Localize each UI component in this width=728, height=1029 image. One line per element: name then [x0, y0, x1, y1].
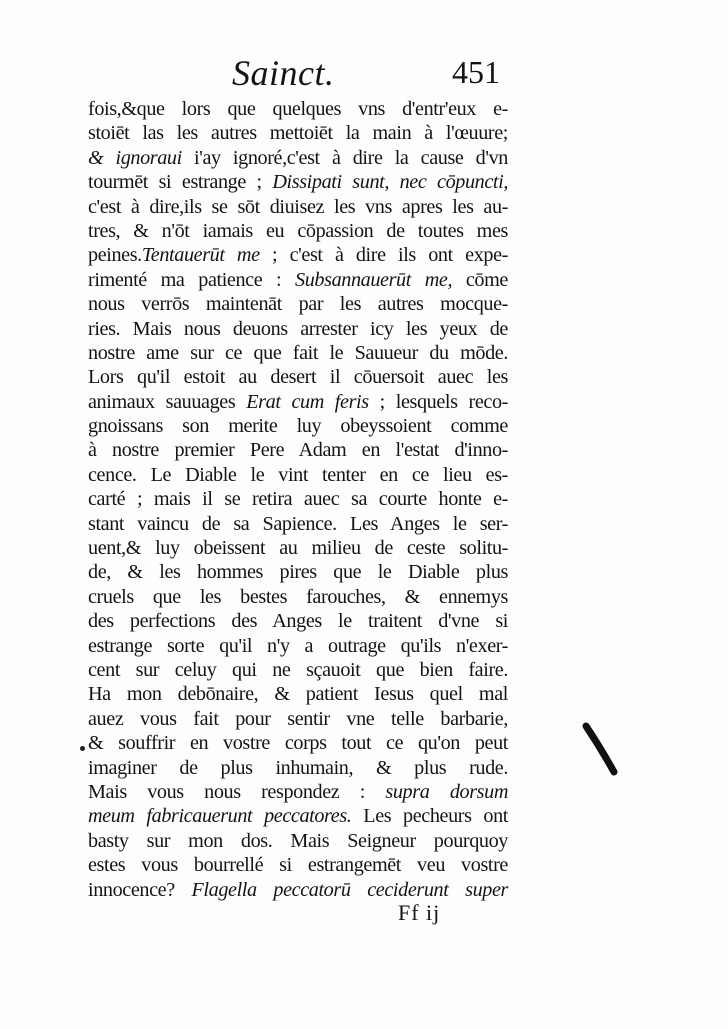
text-line: à nostre premier Pere Adam en l'estat d'inno- — [88, 439, 508, 462]
text-line: stant vaincu de sa Sapience. Les Anges le ser- — [88, 512, 508, 535]
text-line: nous verrōs maintenāt par les autres mocque- — [88, 293, 508, 316]
text-line: fois,&que lors que quelques vns d'entr'eux e- — [88, 98, 508, 120]
text-line: imaginer de plus inhumain, & plus rude. — [88, 756, 508, 779]
text-line: ries. Mais nous deuons arrester icy les yeux de — [88, 317, 508, 340]
text-line: Ha mon debōnaire, & patient Iesus quel mal — [88, 683, 508, 706]
signature-mark: Ff ij — [398, 900, 441, 925]
text-line: carté ; mais il se retira auec sa courte honte e- — [88, 488, 508, 511]
latin-phrase: meum fabricauerunt peccatores. — [88, 805, 352, 828]
latin-phrase: Subsannauerūt me, — [295, 268, 453, 291]
ink-stroke-mark — [580, 720, 620, 780]
text-line: des perfections des Anges le traitent d'vne si — [88, 610, 508, 633]
text-line: & ignoraui i'ay ignoré,c'est à dire la cause d'vn — [88, 146, 508, 169]
running-head-title: Sainct. — [232, 53, 335, 93]
text-line: rimenté ma patience : Subsannauerūt me, cōme — [88, 268, 508, 291]
text-line: & souffrir en vostre corps tout ce qu'on peut — [88, 732, 508, 755]
text-line: meum fabricauerunt peccatores. Les pecheurs ont — [88, 805, 508, 828]
text-line: peines.Tentauerūt me ; c'est à dire ils ont expe- — [88, 244, 508, 267]
latin-phrase: supra dorsum — [385, 780, 508, 803]
ink-dot — [80, 746, 85, 751]
text-line: auez vous fait pour sentir vne telle barbarie, — [88, 707, 508, 730]
text-line: cruels que les bestes farouches, & ennemys — [88, 585, 508, 608]
text-line: tourmēt si estrange ; Dissipati sunt, nec cōpuncti, — [88, 171, 508, 194]
latin-phrase: & ignoraui — [88, 146, 182, 169]
latin-phrase: Erat cum feris — [246, 390, 369, 413]
latin-phrase: Tentauerūt me — [141, 244, 260, 267]
running-head — [0, 52, 728, 92]
body-text — [88, 97, 508, 902]
text-line: tres, & n'ōt iamais eu cōpassion de toutes mes — [88, 219, 508, 242]
text-line: stoiēt las les autres mettoiēt la main à l'œuure; — [88, 122, 508, 145]
latin-phrase: Dissipati sunt, nec cōpuncti, — [272, 171, 508, 194]
text-line: cent sur celuy qui ne sçauoit que bien faire. — [88, 658, 508, 681]
text-line: basty sur mon dos. Mais Seigneur pourquoy — [88, 829, 508, 852]
text-line: animaux sauuages Erat cum feris ; lesquels reco- — [88, 390, 508, 413]
text-line: c'est à dire,ils se sōt diuisez les vns apres les au- — [88, 195, 508, 218]
text-line: de, & les hommes pires que le Diable plus — [88, 561, 508, 584]
text-line: uent,& luy obeissent au milieu de ceste solitu- — [88, 537, 508, 560]
text-line: innocence? Flagella peccatorū ceciderunt super — [88, 878, 508, 901]
text-line: Mais vous nous respondez : supra dorsum — [88, 780, 508, 803]
text-line: estes vous bourrellé si estrangemēt veu vostre — [88, 854, 508, 877]
text-line: cence. Le Diable le vint tenter en ce lieu es- — [88, 463, 508, 486]
text-line: gnoissans son merite luy obeyssoient comme — [88, 415, 508, 438]
latin-phrase: Flagella peccatorū ceciderunt super — [191, 878, 508, 901]
text-line: nostre ame sur ce que fait le Sauueur du mōde. — [88, 341, 508, 364]
text-line: estrange sorte qu'il n'y a outrage qu'ils n'exer- — [88, 634, 508, 657]
page-number: 451 — [452, 54, 500, 90]
text-line: Lors qu'il estoit au desert il cōuersoit auec les — [88, 366, 508, 389]
